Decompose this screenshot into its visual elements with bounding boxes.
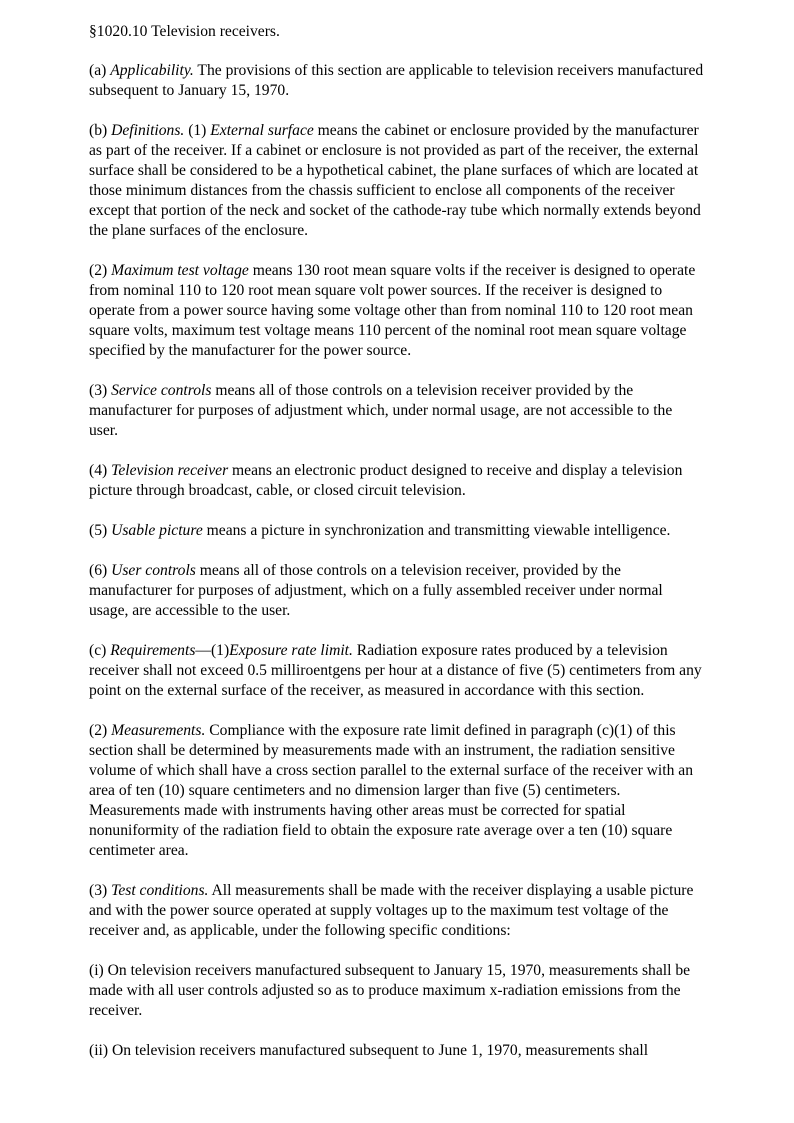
paragraph-term: Test conditions. xyxy=(111,882,209,899)
section-heading: §1020.10 Television receivers. xyxy=(89,23,280,40)
paragraph-text: means all of those controls on a television receiver provided by the manufacturer for purposes of adjustment which, under normal usage, are not accessible to the user. xyxy=(89,382,673,439)
paragraph-sublabel: (1) xyxy=(184,122,211,139)
paragraph-b4 xyxy=(89,461,704,501)
paragraph-subterm: Exposure rate limit. xyxy=(229,642,353,659)
paragraph-label: (2) xyxy=(89,262,112,279)
paragraph-label: (5) xyxy=(89,522,112,539)
paragraph-label: (2) xyxy=(89,722,112,739)
paragraph-a xyxy=(89,61,704,101)
paragraph-text: On television receivers manufactured subsequent to January 15, 1970, measurements shall be made with all user controls adjusted so as to produce maximum x-radiation emissions from the receiver. xyxy=(89,962,691,1019)
paragraph-text: means all of those controls on a television receiver, provided by the manufacturer for purposes of adjustment, which on a fully assembled receiver under normal usage, are accessible to the user. xyxy=(89,562,663,619)
paragraph-term: Maximum test voltage xyxy=(111,262,249,279)
paragraph-c3-ii xyxy=(89,1041,704,1061)
paragraph-text: The provisions of this section are applicable to television receivers manufactured subsequent to January 15, 1970. xyxy=(89,62,704,99)
paragraph-label: (i) xyxy=(89,962,108,979)
paragraph-label: (4) xyxy=(89,462,112,479)
paragraph-c2 xyxy=(89,721,704,861)
paragraph-label: (3) xyxy=(89,882,112,899)
paragraph-label: (c) xyxy=(89,642,111,659)
paragraph-b3 xyxy=(89,381,704,441)
paragraph-text: means a picture in synchronization and transmitting viewable intelligence. xyxy=(202,522,671,539)
paragraph-b5 xyxy=(89,521,704,541)
paragraph-text: means the cabinet or enclosure provided by the manufacturer as part of the receiver. If a cabinet or enclosure is not provided as part of the receiver, the external surface shall be considered to be a hypothetical cabinet, the plane surfaces of which are located at those minimum distances from the chassis sufficient to enclose all components of the receiver except that portion of the neck and socket of the cathode-ray tube which normally extends beyond the plane surfaces of the enclosure. xyxy=(89,122,701,239)
paragraph-label: (3) xyxy=(89,382,112,399)
paragraph-term: Requirements xyxy=(110,642,196,659)
paragraph-b6 xyxy=(89,561,704,621)
paragraph-term: Measurements. xyxy=(111,722,206,739)
paragraph-label: (b) xyxy=(89,122,112,139)
document-page xyxy=(89,22,704,1081)
paragraph-c3-i xyxy=(89,961,704,1021)
paragraph-c3 xyxy=(89,881,704,941)
paragraph-b2 xyxy=(89,261,704,361)
paragraph-term: User controls xyxy=(111,562,196,579)
paragraph-term: Service controls xyxy=(111,382,212,399)
paragraph-sublabel: —(1) xyxy=(195,642,230,659)
paragraph-term: Usable picture xyxy=(111,522,203,539)
paragraph-text: All measurements shall be made with the receiver displaying a usable picture and with the power source operated at supply voltages up to the maximum test voltage of the receiver and, as applicable, under the following specific conditions: xyxy=(89,882,694,939)
paragraph-text: means an electronic product designed to receive and display a television picture through broadcast, cable, or closed circuit television. xyxy=(89,462,683,499)
paragraph-b1 xyxy=(89,121,704,241)
paragraph-text: means 130 root mean square volts if the receiver is designed to operate from nominal 110 to 120 root mean square volt power sources. If the receiver is designed to operate from a power source having some voltage other than from nominal 110 to 120 root mean square volts, maximum test voltage means 110 percent of the nominal root mean square voltage specified by the manufacturer for the power source. xyxy=(89,262,696,359)
paragraph-text: On television receivers manufactured subsequent to June 1, 1970, measurements shall xyxy=(111,1042,649,1059)
paragraph-term: Applicability. xyxy=(110,62,194,79)
paragraph-c1 xyxy=(89,641,704,701)
paragraph-label: (6) xyxy=(89,562,112,579)
paragraph-text: Compliance with the exposure rate limit defined in paragraph (c)(1) of this section shall be determined by measurements made with an instrument, the radiation sensitive volume of which shall have a cross section parallel to the external surface of the receiver with an area of ten (10) square centimeters and no dimension larger than five (5) centimeters. Measurements made with instruments having other areas must be corrected for spatial nonuniformity of the radiation field to obtain the exposure rate average over a ten (10) square centimeter area. xyxy=(89,722,694,859)
paragraph-text: Radiation exposure rates produced by a television receiver shall not exceed 0.5 milliroentgens per hour at a distance of five (5) centimeters from any point on the external surface of the receiver, as measured in accordance with this section. xyxy=(89,642,702,699)
paragraph-label: (ii) xyxy=(89,1042,112,1059)
paragraph-subterm: External surface xyxy=(210,122,314,139)
paragraph-term: Television receiver xyxy=(111,462,229,479)
paragraph-label: (a) xyxy=(89,62,111,79)
paragraph-term: Definitions. xyxy=(111,122,185,139)
